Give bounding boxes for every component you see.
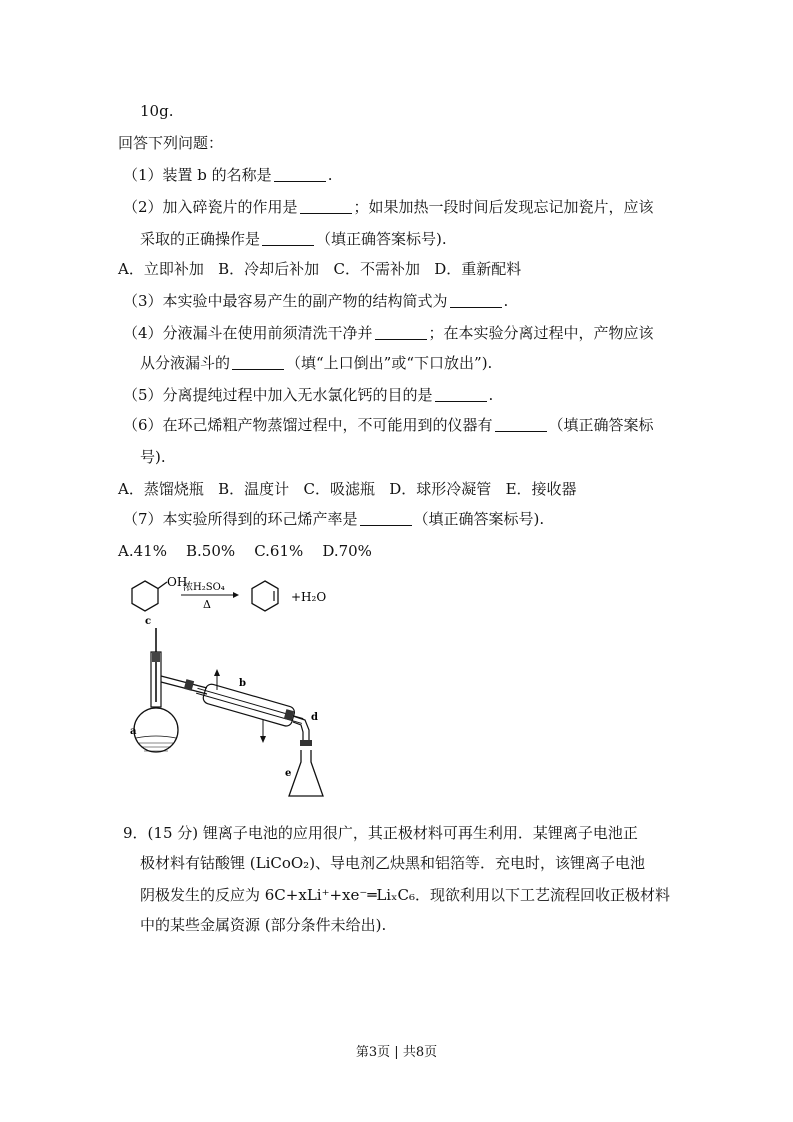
q2b-text: 采取的正确操作是 [140, 230, 261, 248]
question-6-cont [140, 446, 166, 468]
label-d: d [311, 712, 318, 723]
question-3 [123, 290, 508, 312]
answer-blank [450, 293, 502, 308]
question-4-cont [140, 352, 492, 374]
question-1 [123, 164, 332, 186]
question-9-line-1 [123, 822, 638, 844]
label-e: e [285, 768, 292, 779]
conical-flask [289, 750, 323, 796]
q9-text: 中的某些金属资源 (部分条件未给出). [140, 916, 387, 934]
q6b-text: 号). [140, 448, 166, 466]
cyclohexanol-ring [132, 581, 158, 611]
options-text: A．蒸馏烧瓶 B．温度计 C．吸滤瓶 D．球形冷凝管 E．接收器 [118, 480, 577, 498]
arrow-head [233, 592, 239, 598]
answer-blank [495, 417, 547, 432]
q2-tail: ；如果加热一段时间后发现忘记加瓷片，应该 [353, 198, 654, 216]
text-10g: 10g. [140, 102, 174, 120]
q6-tail: （填正确答案标 [548, 416, 654, 434]
q9-text: 9．(15 分) 锂离子电池的应用很广，其正极材料可再生利用．某锂离子电池正 [123, 824, 638, 842]
q9-text: 阴极发生的反应为 6C+xLi⁺+xe⁻═LiₓC₆．现欲利用以下工艺流程回收正极材料 [140, 886, 670, 904]
answer-blank [360, 511, 412, 526]
q5-tail: . [488, 386, 494, 404]
q4-text: （4）分液漏斗在使用前须清洗干净并 [123, 324, 373, 342]
question-7 [123, 508, 544, 530]
q4b-text: 从分液漏斗的 [140, 354, 231, 372]
condenser [194, 681, 305, 731]
water-in-arrow [260, 736, 266, 743]
question-2-cont [140, 228, 447, 250]
water-label: +H₂O [291, 590, 327, 604]
label-a: a [130, 726, 137, 737]
q4-tail: ；在本实验分离过程中，产物应该 [428, 324, 654, 342]
options-2 [118, 258, 521, 280]
flask-liquid [136, 736, 176, 738]
label-b: b [239, 678, 246, 689]
q9-text: 极材料有钴酸锂 (LiCoO₂)、导电剂乙炔黑和铝箔等．充电时，该锂离子电池 [140, 854, 646, 872]
q6-text: （6）在环己烯粗产物蒸馏过程中，不可能用到的仪器有 [123, 416, 493, 434]
distillation-apparatus [125, 612, 335, 802]
answer-blank [274, 167, 326, 182]
answer-blank [375, 325, 427, 340]
q2-text: （2）加入碎瓷片的作用是 [123, 198, 298, 216]
condition-label: Δ [203, 598, 211, 611]
oh-bond [158, 582, 167, 589]
q3-tail: . [503, 292, 509, 310]
question-6 [123, 414, 654, 436]
question-4 [123, 322, 654, 344]
label-c: c [145, 616, 152, 627]
options-7 [118, 540, 372, 562]
page-footer [0, 1041, 793, 1060]
options-text: A．立即补加 B．冷却后补加 C．不需补加 D．重新配料 [118, 260, 522, 278]
q1-tail: . [327, 166, 333, 184]
q1-text: （1）装置 b 的名称是 [123, 166, 272, 184]
answer-blank [435, 387, 487, 402]
q5-text: （5）分离提纯过程中加入无水氯化钙的目的是 [123, 386, 433, 404]
answer-following-heading: 回答下列问题： [118, 134, 224, 152]
adapter [293, 716, 309, 740]
q7-tail: （填正确答案标号). [413, 510, 545, 528]
question-9-line-3 [140, 884, 670, 906]
flask-liquid-lines [139, 743, 173, 751]
q2b-tail: （填正确答案标号). [316, 230, 447, 248]
side-arm-top [161, 676, 207, 688]
adapter-clamp [300, 740, 312, 746]
q3-text: （3）本实验中最容易产生的副产物的结构简式为 [123, 292, 448, 310]
question-2 [123, 196, 654, 218]
side-arm-bottom [161, 682, 207, 694]
options-6 [118, 478, 577, 500]
reagent-label: 浓H₂SO₄ [183, 582, 225, 593]
stopper [152, 652, 160, 662]
line-1 [118, 132, 223, 154]
answer-blank [232, 355, 284, 370]
q4b-tail: （填“上口倒出”或“下口放出”). [286, 354, 493, 372]
reaction-scheme [125, 570, 345, 615]
water-out-arrow [214, 669, 220, 676]
question-9-line-2 [140, 852, 645, 874]
line-0 [140, 100, 173, 122]
q7-text: （7）本实验所得到的环己烯产率是 [123, 510, 358, 528]
oh-label: OH [167, 575, 188, 589]
joint-1 [184, 679, 194, 691]
options-text: A.41% B.50% C.61% D.70% [118, 542, 372, 560]
round-bottom-flask [134, 708, 178, 752]
page-number: 第3页 | 共8页 [355, 1045, 438, 1060]
answer-blank [262, 231, 314, 246]
answer-blank [300, 199, 352, 214]
question-5 [123, 384, 493, 406]
question-9-line-4 [140, 914, 386, 936]
